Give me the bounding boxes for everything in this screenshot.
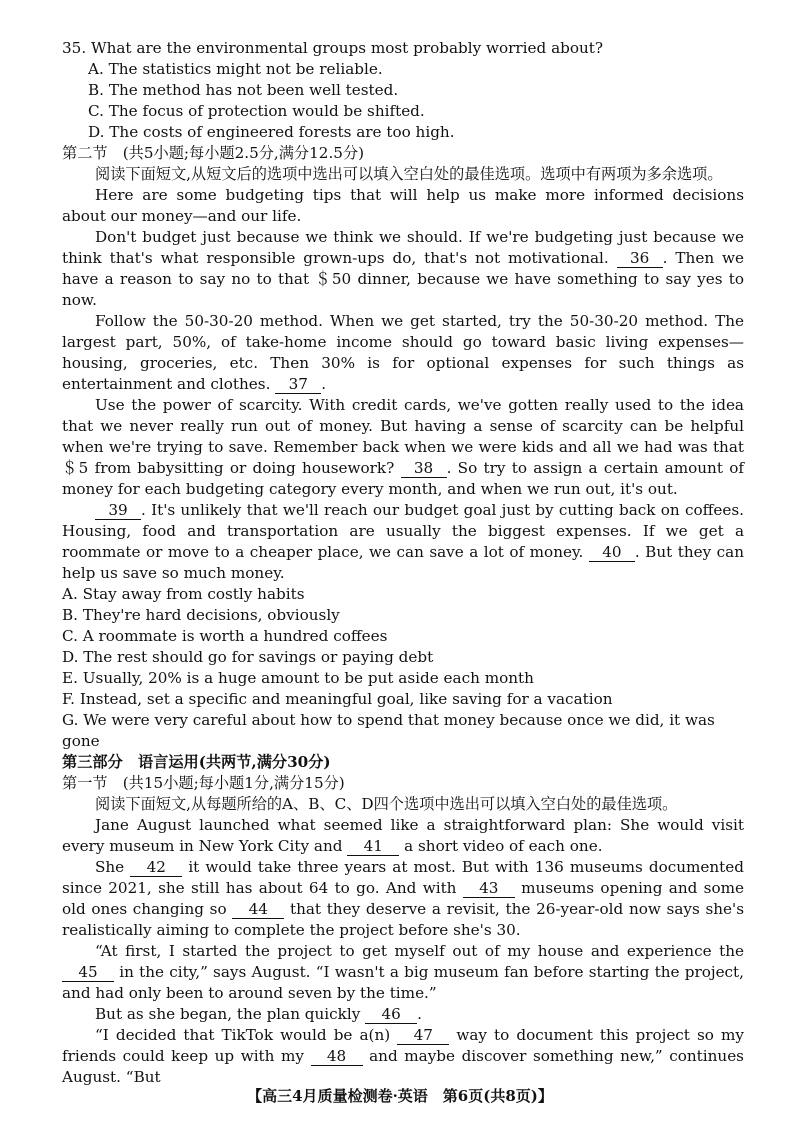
question-35-option-c: C. The focus of protection would be shifted.	[88, 102, 425, 120]
page-footer: 【高三4月质量检测卷·英语 第6页(共8页)】	[247, 1087, 553, 1105]
choice-g: G. We were very careful about how to spend that money because once we did, it was gone	[62, 711, 715, 750]
blank-46[interactable]: 46	[365, 1006, 417, 1024]
text-span: . So try to assign a certain amount of money for each budgeting category every month, and when we run out, it's out.	[62, 459, 744, 498]
text-span: .	[417, 1005, 422, 1023]
section-2-heading: 第二节 (共5小题;每小题2.5分,满分12.5分)	[62, 144, 365, 162]
text-span: .	[321, 375, 327, 393]
choice-b: B. They're hard decisions, obviously	[62, 606, 340, 624]
question-35-stem: 35. What are the environmental groups most probably worried about?	[62, 39, 604, 57]
text-span: and maybe discover something new,” continues August. “But	[62, 1047, 744, 1086]
question-35-option-b: B. The method has not been well tested.	[88, 81, 399, 99]
blank-40[interactable]: 40	[589, 544, 635, 562]
choice-a: A. Stay away from costly habits	[62, 585, 305, 603]
blank-44[interactable]: 44	[232, 901, 284, 919]
text-span: that they deserve a revisit, the 26-year-old now says she's realistically aiming to complete the project before she's 30.	[62, 900, 744, 939]
text-span: Follow the 50-30-20 method. When we get started, try the 50-30-20 method. The largest part, 50%, of take-home income should go toward basic living expenses—housing, groceries, etc. Then 30% is for optional expenses for such things as entertainment and clothes.	[62, 312, 744, 393]
passage-paragraph	[62, 311, 744, 395]
choice-c: C. A roommate is worth a hundred coffees	[62, 627, 388, 645]
text-span: Jane August launched what seemed like a straightforward plan: She would visit every museum in New York City and	[62, 816, 744, 855]
blank-38[interactable]: 38	[401, 460, 447, 478]
blank-48[interactable]: 48	[311, 1048, 363, 1066]
passage-paragraph	[62, 1004, 744, 1025]
blank-45[interactable]: 45	[62, 964, 114, 982]
question-35-option-a: A. The statistics might not be reliable.	[88, 60, 383, 78]
choice-f: F. Instead, set a specific and meaningful goal, like saving for a vacation	[62, 690, 613, 708]
text-span: Don't budget just because we think we should. If we're budgeting just because we think that's what responsible grown-ups do, that's not motivational.	[62, 228, 744, 267]
text-span: a short video of each one.	[399, 837, 603, 855]
passage-paragraph	[62, 227, 744, 311]
text-span: . Then we have a reason to say no to that ＄50 dinner, because we have something to say yes to now.	[62, 249, 744, 309]
question-35-option-d: D. The costs of engineered forests are too high.	[88, 123, 455, 141]
text-span: She	[95, 858, 131, 876]
part-3-instruction: 阅读下面短文,从每题所给的A、B、C、D四个选项中选出可以填入空白处的最佳选项。	[95, 795, 678, 813]
blank-47[interactable]: 47	[397, 1027, 449, 1045]
passage-paragraph	[62, 857, 744, 941]
passage-paragraph	[62, 500, 744, 584]
text-span: in the city,” says August. “I wasn't a big museum fan before starting the project, and had only been to around seven by the time.”	[62, 963, 744, 1002]
section-2-instruction: 阅读下面短文,从短文后的选项中选出可以填入空白处的最佳选项。选项中有两项为多余选项。	[95, 165, 723, 183]
text-span: “I decided that TikTok would be a(n)	[95, 1026, 398, 1044]
text-span: way to document this project so my friends could keep up with my	[62, 1026, 744, 1065]
text-span: Use the power of scarcity. With credit cards, we've gotten really used to the idea that we never really run out of money. But having a sense of scarcity can be helpful when we're trying to save. Remember back when we were kids and all we had was that ＄5 from babysitting or doing housework?	[62, 396, 744, 477]
text-span: But as she began, the plan quickly	[95, 1005, 366, 1023]
blank-36[interactable]: 36	[617, 250, 663, 268]
passage-paragraph	[62, 395, 744, 500]
text-span: . But they can help us save so much money.	[62, 543, 745, 582]
blank-43[interactable]: 43	[463, 880, 515, 898]
choice-d: D. The rest should go for savings or paying debt	[62, 648, 434, 666]
text-span: . It's unlikely that we'll reach our budget goal just by cutting back on coffees. Housing, food and transportation are usually the biggest expenses. If we get a roommate or move to a cheaper place, we can save a lot of money.	[62, 501, 744, 561]
choice-e: E. Usually, 20% is a huge amount to be put aside each month	[62, 669, 534, 687]
part-3-heading: 第三部分 语言运用(共两节,满分30分)	[62, 753, 331, 771]
text-span: museums opening and some old ones changing so	[62, 879, 744, 918]
blank-42[interactable]: 42	[130, 859, 182, 877]
text-span: “At first, I started the project to get myself out of my house and experience the	[95, 942, 744, 960]
blank-39[interactable]: 39	[95, 502, 141, 520]
part-3-section-1-heading: 第一节 (共15小题;每小题1分,满分15分)	[62, 774, 345, 792]
blank-41[interactable]: 41	[347, 838, 399, 856]
blank-37[interactable]: 37	[275, 376, 321, 394]
passage-paragraph	[62, 815, 744, 857]
text-span: it would take three years at most. But with 136 museums documented since 2021, she still has about 64 to go. And with	[62, 858, 744, 897]
passage-paragraph	[62, 1025, 744, 1088]
passage-paragraph: Here are some budgeting tips that will help us make more informed decisions about our money—and our life.	[62, 186, 744, 225]
passage-paragraph	[62, 941, 744, 1004]
